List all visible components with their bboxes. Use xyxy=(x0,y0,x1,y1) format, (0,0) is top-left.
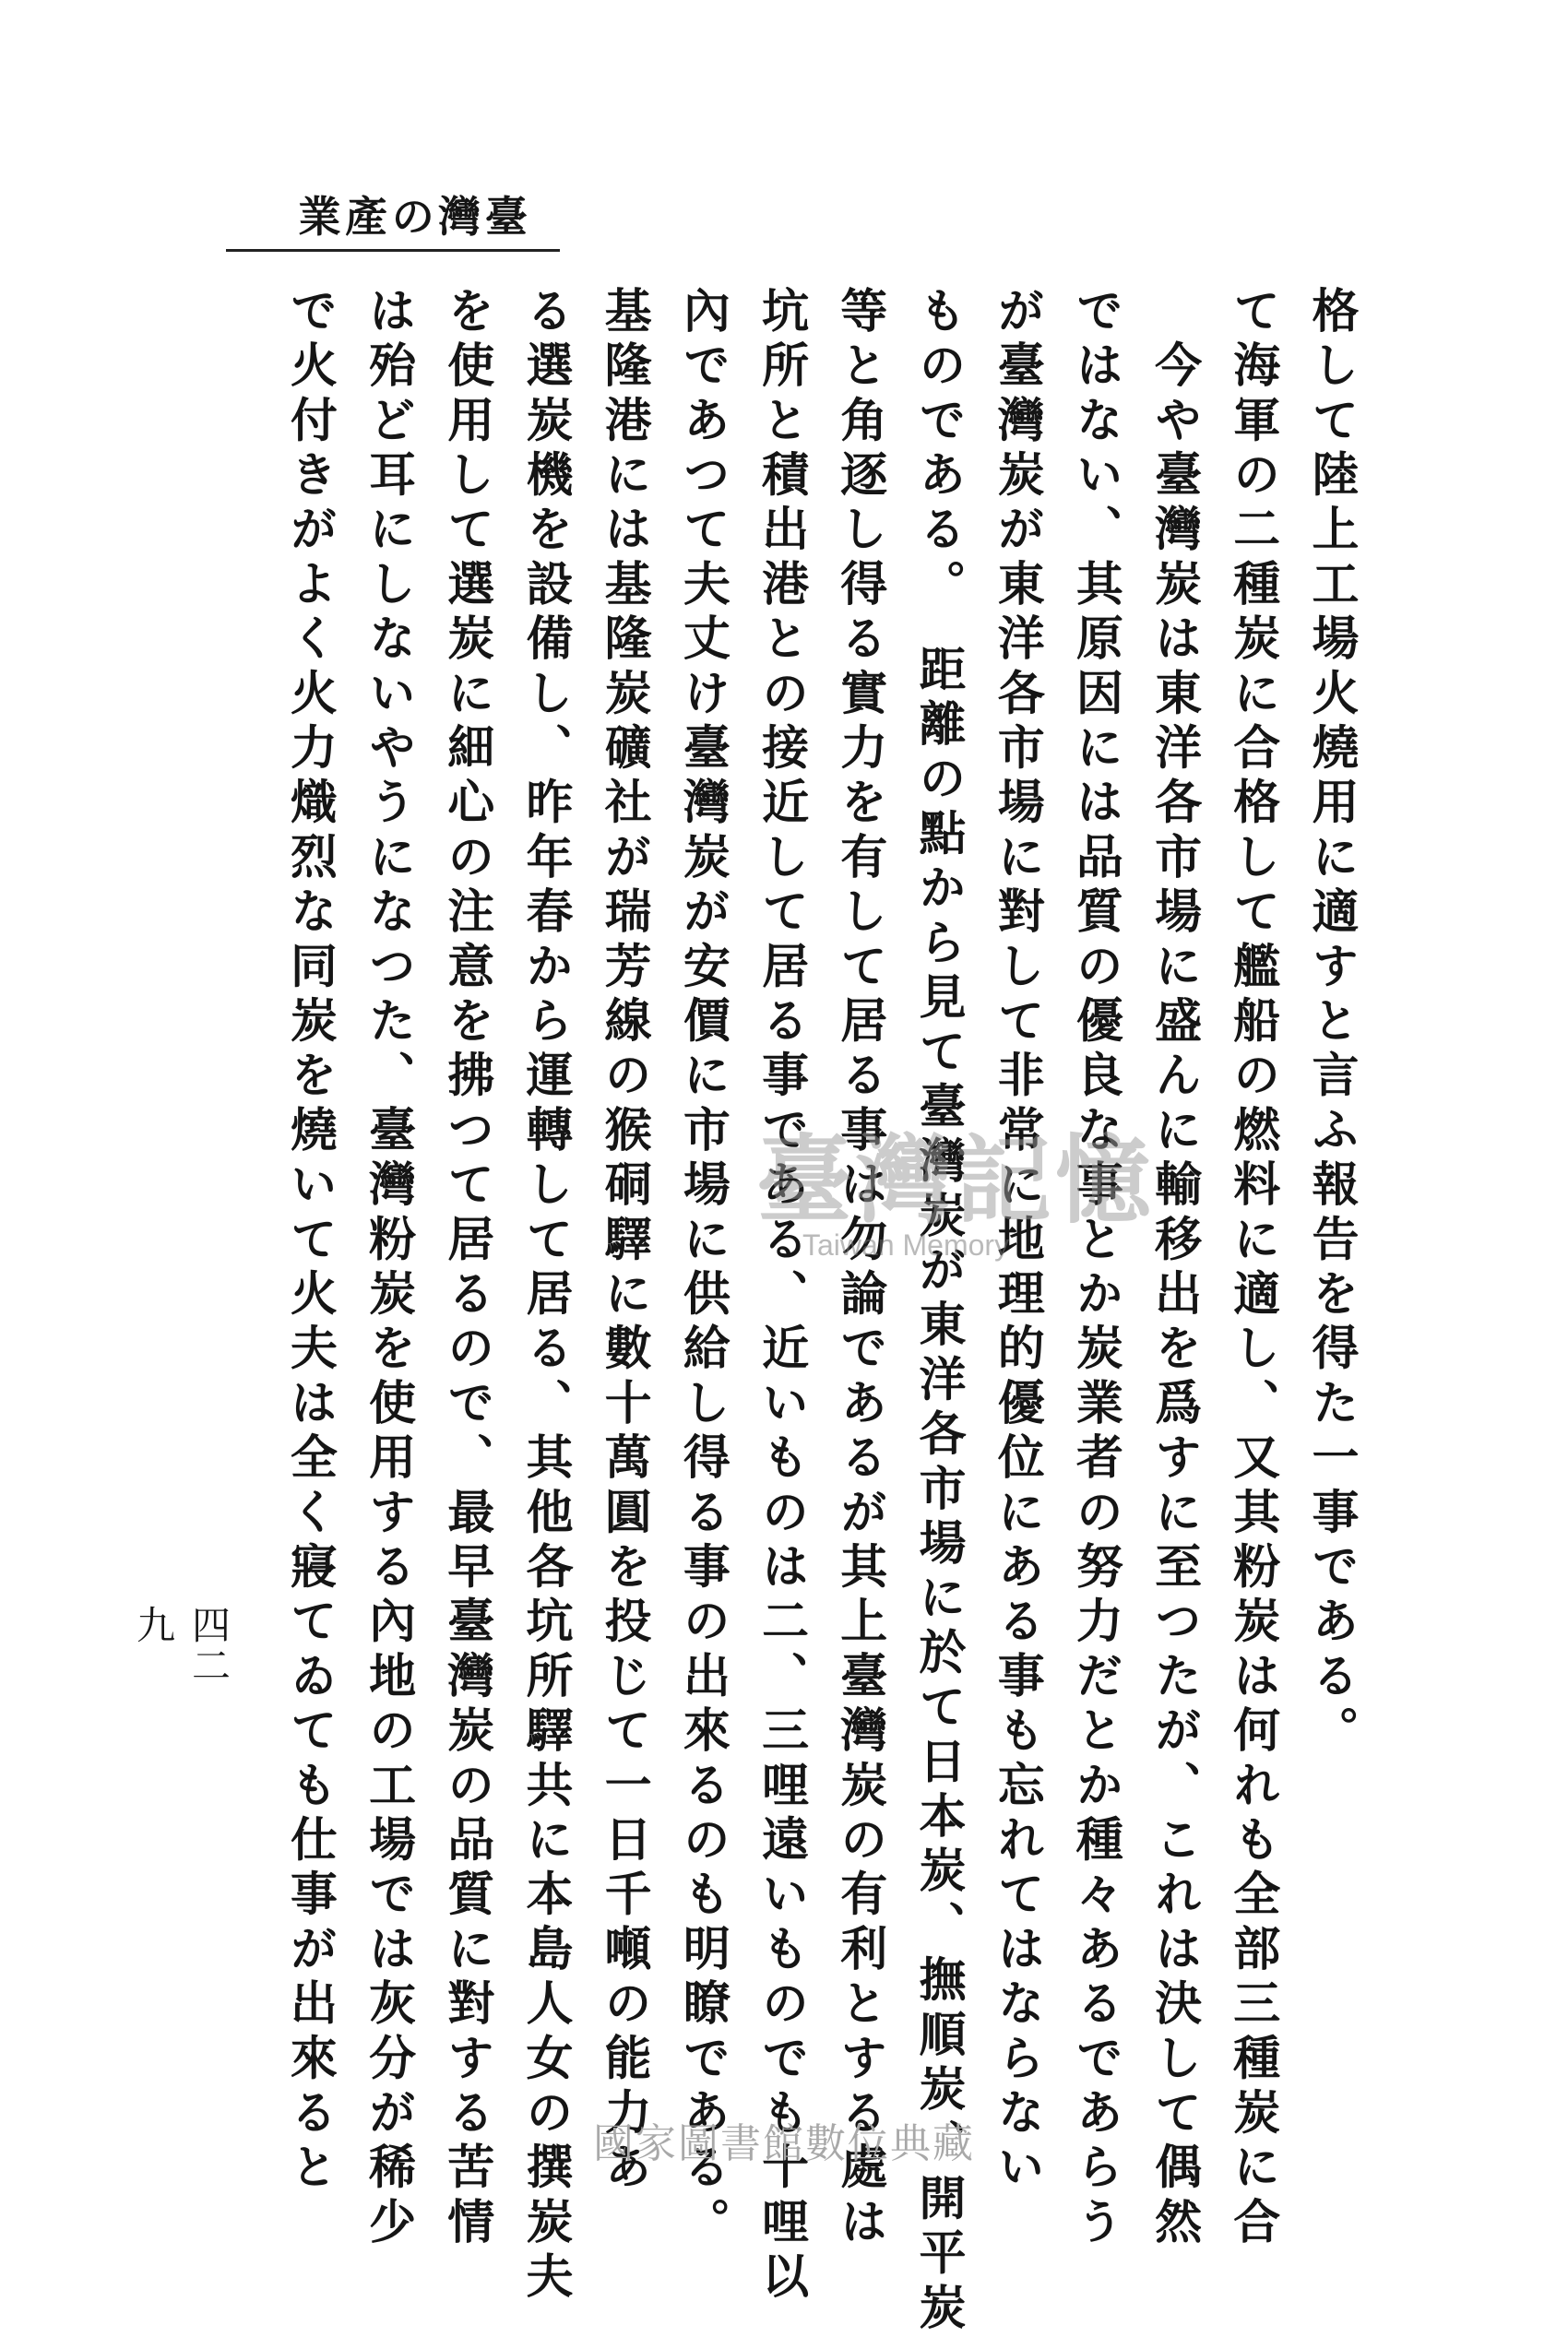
watermark-caption: Taiwan Memory xyxy=(802,1228,1010,1262)
text-line: ものである。 距離の點から見て臺灣炭が東洋各市場に於て日本炭、撫順炭、開平炭 xyxy=(909,286,966,2337)
page-number: 四二九 xyxy=(131,1605,232,1686)
running-header-title: 臺灣の產業 xyxy=(298,192,532,242)
watermark-seal: 臺灣記憶 xyxy=(756,1123,1156,1237)
footer-credit: 國家圖書館數位典藏 xyxy=(593,2120,975,2167)
text-line: ではない、其原因には品質の優良な事とか炭業者の努力だとか種々あるであらう xyxy=(1067,286,1123,2252)
text-line: 今や臺灣炭は東洋各市場に盛んに輸移出を爲すに至つたが、これは決して偶然 xyxy=(1146,286,1202,2252)
header-rule xyxy=(226,249,560,252)
text-line: が臺灣炭が東洋各市場に對して非常に地理的優位にある事も忘れてはならない xyxy=(989,286,1045,2197)
text-line: て海軍の二種炭に合格して艦船の燃料に適し、又其粉炭は何れも全部三種炭に合 xyxy=(1224,286,1280,2252)
text-line: を使用して選炭に細心の注意を拂つて居るので、最早臺灣炭の品質に對する苦情 xyxy=(438,286,494,2252)
text-line: で火付きがよく火力熾烈な同炭を燒いて火夫は全く寢てゐても仕事が出來ると xyxy=(281,286,338,2197)
text-line: は殆ど耳にしないやうになつた、臺灣粉炭を使用する內地の工場では灰分が稀少 xyxy=(360,286,416,2252)
text-line: 內であつて夫丈け臺灣炭が安價に市場に供給し得る事の出來るのも明瞭である。 xyxy=(674,286,731,2252)
text-line: 基隆港には基隆炭礦社が瑞芳線の猴硐驛に數十萬圓を投じて一日千噸の能力あ xyxy=(596,286,652,2197)
text-line: 等と角逐し得る實力を有して居る事は勿論であるが其上臺灣炭の有利とする處は xyxy=(831,286,887,2252)
text-line: 坑所と積出港との接近して居る事である、近いものは二、三哩遠いものでも十哩以 xyxy=(753,286,809,2307)
text-line: 格して陸上工場火燒用に適すと言ふ報告を得た一事である。 xyxy=(1303,286,1359,1761)
text-line: る選炭機を設備し、昨年春から運轉して居る、其他各坑所驛共に本島人女の撰炭夫 xyxy=(517,286,573,2307)
